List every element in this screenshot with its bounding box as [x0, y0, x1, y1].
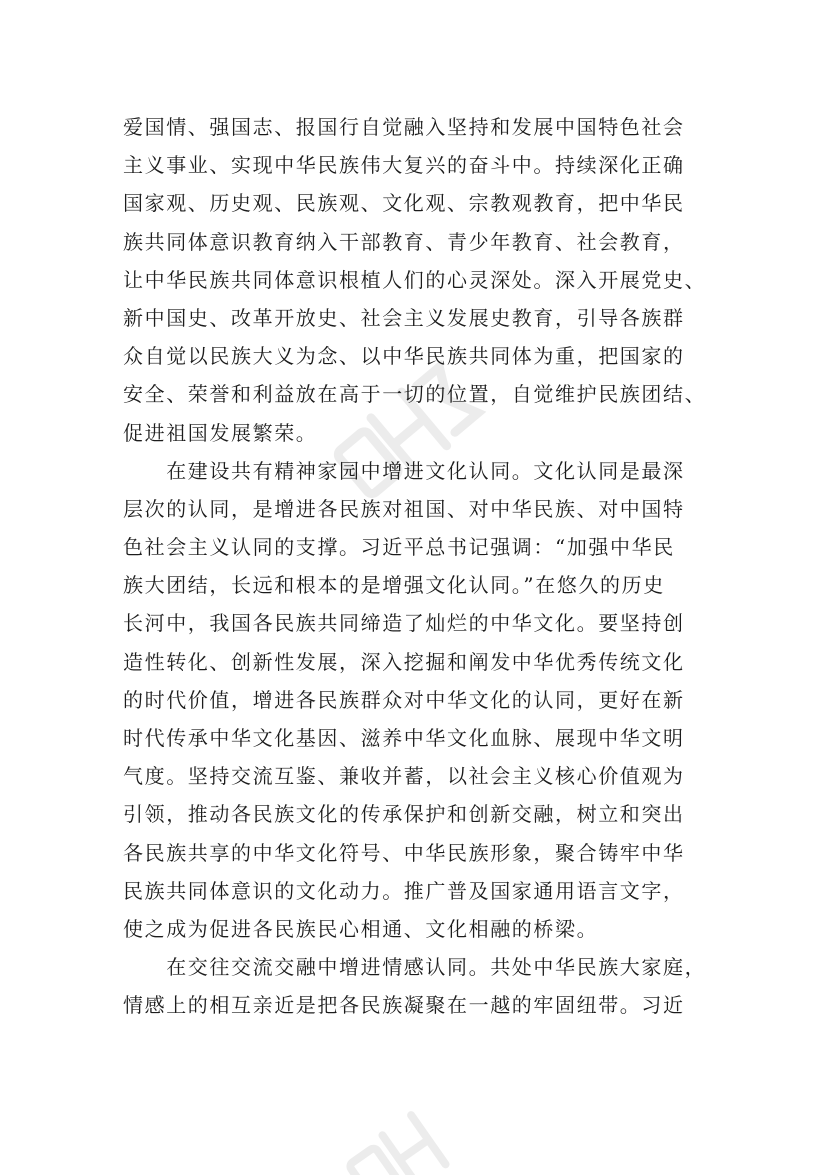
paragraph-3 — [123, 948, 723, 1024]
text-line: 主义事业、实现中华民族伟大复兴的奋斗中。持续深化正确 — [123, 153, 685, 178]
text-line: 在建设共有精神家园中增进文化认同。文化认同是最深 — [123, 458, 685, 483]
text-line: 引领，推动各民族文化的传承保护和创新交融，树立和突出 — [123, 802, 685, 827]
text-line: 族大团结，长远和根本的是增强文化认同。”在悠久的历史 — [123, 573, 665, 598]
text-line: 让中华民族共同体意识根植人们的心灵深处。深入开展党史、 — [123, 267, 707, 292]
text-line: 层次的认同，是增进各民族对祖国、对中华民族、对中国特 — [123, 496, 685, 521]
text-line: 在交往交流交融中增进情感认同。共处中华民族大家庭， — [123, 955, 707, 980]
text-line: 气度。坚持交流互鉴、兼收并蓄，以社会主义核心价值观为 — [123, 764, 685, 789]
paragraph-1 — [123, 108, 723, 452]
text-line: 安全、荣誉和利益放在高于一切的位置，自觉维护民族团结、 — [123, 382, 707, 407]
watermark-logo-lower — [330, 1090, 480, 1175]
text-line: 促进祖国发展繁荣。 — [123, 420, 318, 445]
text-line: 情感上的相互亲近是把各民族凝聚在一越的牢固纽带。习近 — [123, 993, 685, 1018]
text-line: 爱国情、强国志、报国行自觉融入坚持和发展中国特色社会 — [123, 115, 685, 139]
text-line: 民族共同体意识的文化动力。推广普及国家通用语言文字， — [123, 878, 685, 903]
body-text — [123, 108, 723, 1025]
text-line: 使之成为促进各民族民心相通、文化相融的桥梁。 — [123, 916, 599, 941]
text-line: 时代传承中华文化基因、滋养中华文化血脉、展现中华文明 — [123, 726, 685, 750]
text-line: 国家观、历史观、民族观、文化观、宗教观教育，把中华民 — [123, 191, 685, 216]
text-line: 的时代价值，增进各民族群众对中华文化的认同，更好在新 — [123, 687, 685, 712]
text-line: 色社会主义认同的支撑。习近平总书记强调：“加强中华民 — [123, 535, 675, 560]
text-line: 长河中，我国各民族共同缔造了灿烂的中华文化。要坚持创 — [123, 611, 685, 636]
text-line: 造性转化、创新性发展，深入挖掘和阐发中华优秀传统文化 — [123, 649, 685, 674]
text-line: 族共同体意识教育纳入干部教育、青少年教育、社会教育， — [123, 229, 685, 254]
text-line: 众自觉以民族大义为念、以中华民族共同体为重，把国家的 — [123, 344, 685, 369]
text-line: 新中国史、改革开放史、社会主义发展史教育，引导各族群 — [123, 305, 685, 330]
paragraph-2 — [123, 452, 723, 948]
text-line: 各民族共享的中华文化符号、中华民族形象，聚合铸牢中华 — [123, 840, 685, 865]
